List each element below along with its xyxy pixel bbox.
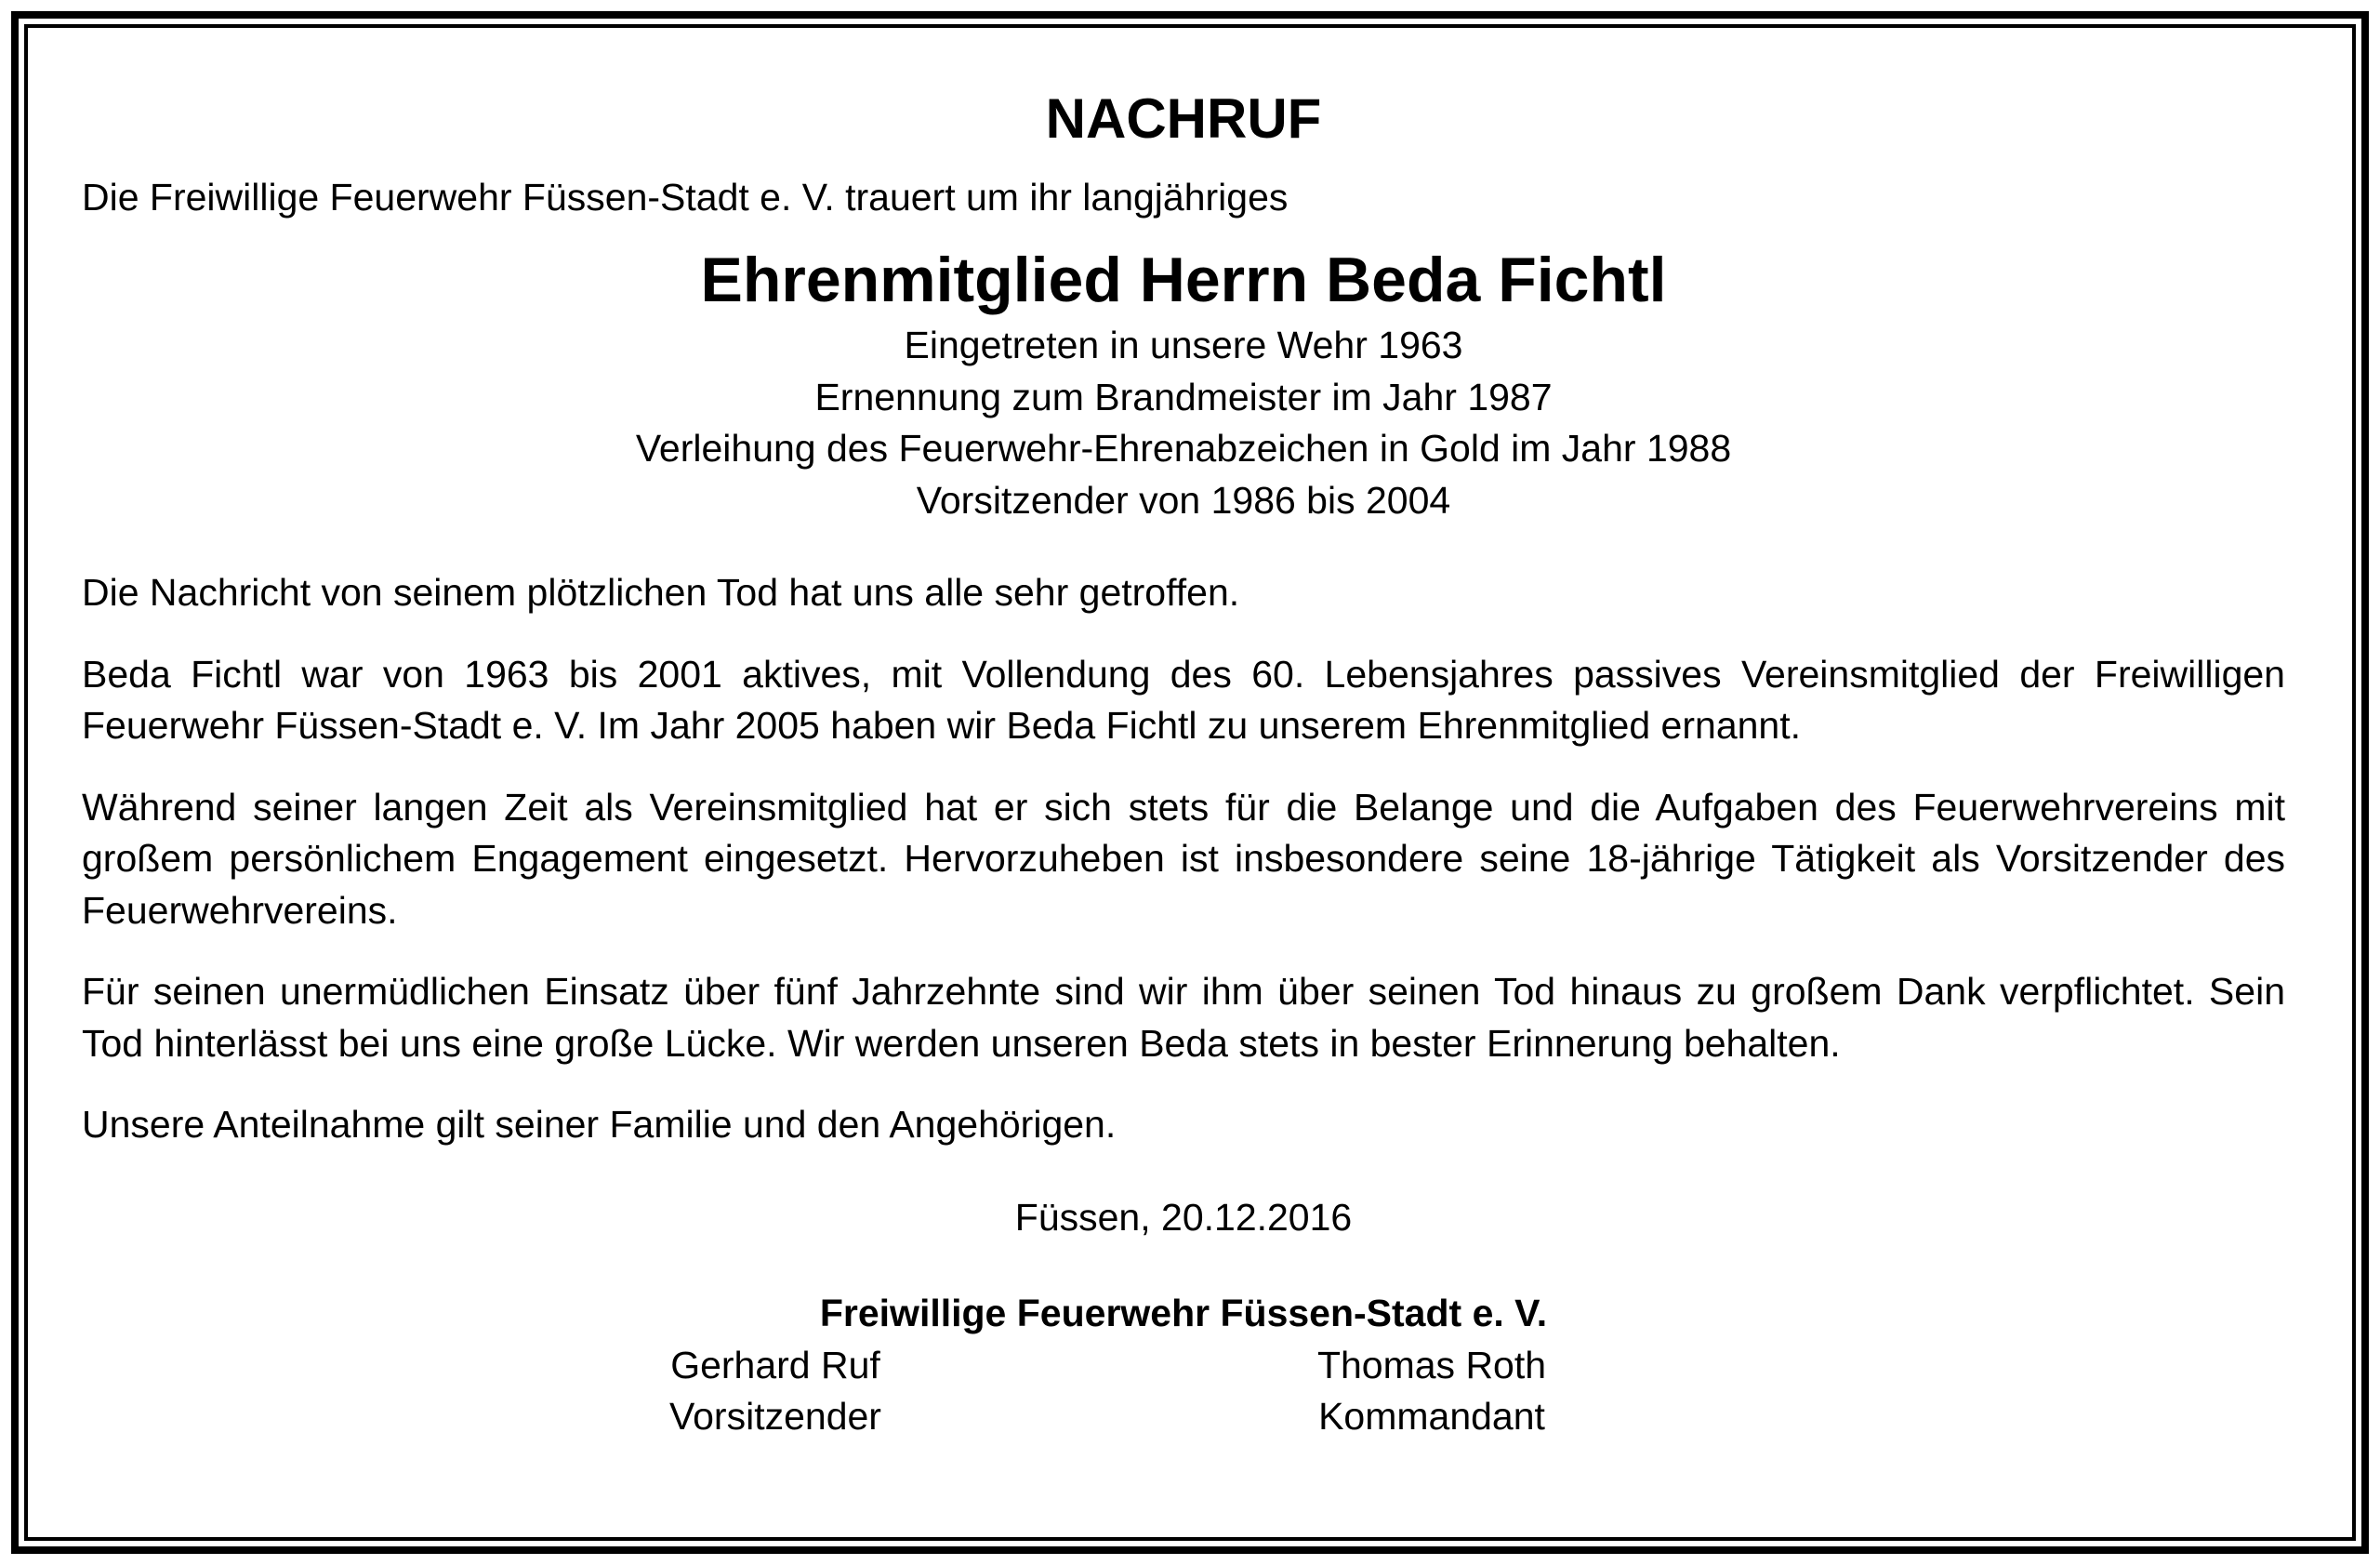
paragraph-gratitude: Für seinen unermüdlichen Einsatz über fünf Jahrzehnte sind wir ihm über seinen Tod hinaus zu großem Dank verpflichtet. Sein Tod hinterlässt bei uns eine große Lücke. Wir werden unseren Beda stets in bester Erinnerung behalten. bbox=[82, 970, 2285, 1065]
signer-name: Gerhard Ruf bbox=[670, 1343, 880, 1386]
paragraph-membership: Beda Fichtl war von 1963 bis 2001 aktives, mit Vollendung des 60. Lebensjahres passives Vereinsmitglied der Freiwilligen Feuerwehr Füssen-Stadt e. V. Im Jahr 2005 haben wir Beda Fichtl zu unserem Ehrenmitglied ernannt. bbox=[82, 652, 2285, 747]
place-and-date: Füssen, 20.12.2016 bbox=[1014, 1195, 1353, 1239]
obituary-notice bbox=[82, 82, 2285, 1446]
notice-title: NACHRUF bbox=[1045, 87, 1322, 150]
milestone-line: Ernennung zum Brandmeister im Jahr 1987 bbox=[814, 375, 1553, 418]
milestone-line: Verleihung des Feuerwehr-Ehrenabzeichen in Gold im Jahr 1988 bbox=[635, 427, 1732, 470]
paragraph-condolence: Unsere Anteilnahme gilt seiner Familie und den Angehörigen. bbox=[82, 1103, 1117, 1146]
signature-block bbox=[82, 1340, 2285, 1446]
milestone-line: Eingetreten in unsere Wehr 1963 bbox=[904, 324, 1463, 366]
milestone-line: Vorsitzender von 1986 bis 2004 bbox=[916, 478, 1451, 522]
honoree-name: Ehrenmitglied Herrn Beda Fichtl bbox=[700, 245, 1667, 315]
intro-line: Die Freiwillige Feuerwehr Füssen-Stadt e. V. trauert um ihr langjähriges bbox=[82, 176, 1289, 219]
paragraph-engagement: Während seiner langen Zeit als Vereinsmitglied hat er sich stets für die Belange und die Aufgaben des Feuerwehrvereins mit großem persönlichem Engagement eingesetzt. Hervorzuheben ist insbesondere seine 18-jährige Tätigkeit als Vorsitzender des Feuerwehrvereins. bbox=[82, 785, 2285, 932]
milestones-list bbox=[82, 320, 2285, 526]
signer-name: Thomas Roth bbox=[1316, 1343, 1547, 1386]
signature-organization: Freiwillige Feuerwehr Füssen-Stadt e. V. bbox=[819, 1292, 1548, 1334]
signer-role: Kommandant bbox=[1318, 1395, 1545, 1438]
paragraph-news: Die Nachricht von seinem plötzlichen Tod hat uns alle sehr getroffen. bbox=[82, 571, 1240, 614]
signer-role: Vorsitzender bbox=[669, 1395, 881, 1438]
